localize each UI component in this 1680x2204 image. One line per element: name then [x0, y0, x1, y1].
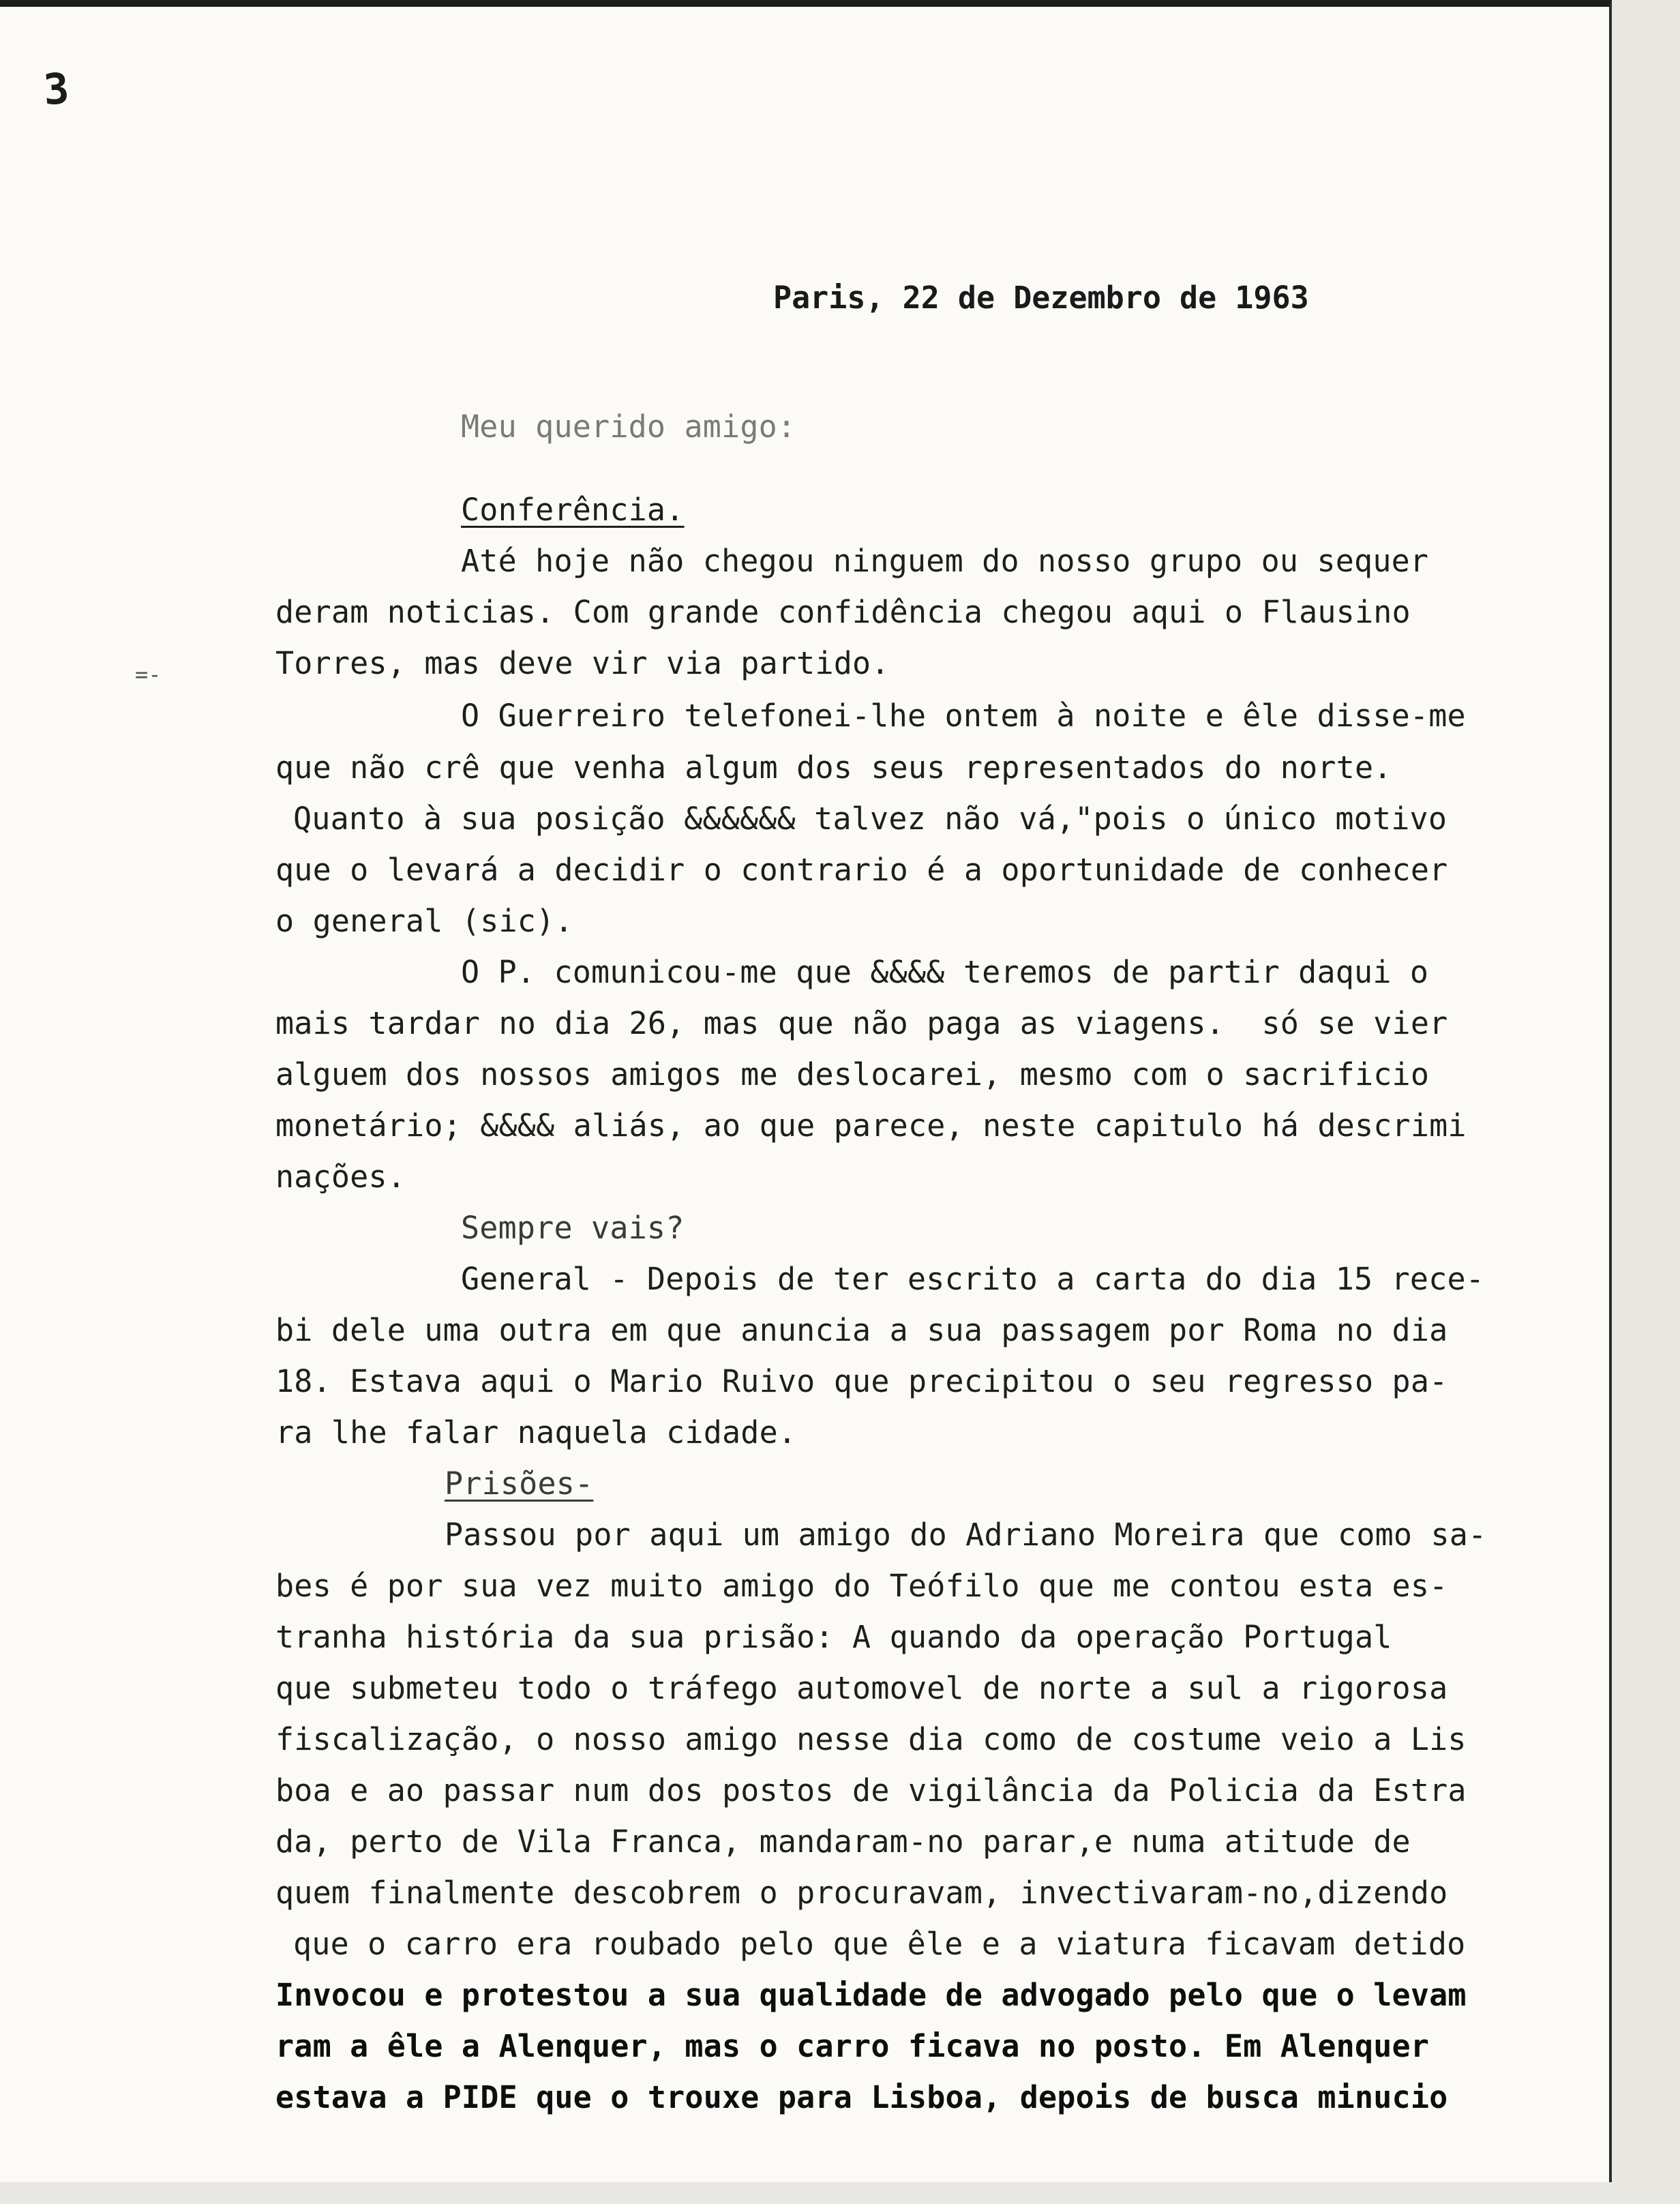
text-line: o general (sic). [275, 903, 573, 939]
text-line: Torres, mas deve vir via partido. [275, 645, 890, 681]
text-line: alguem dos nossos amigos me deslocarei, mesmo com o sacrificio [275, 1056, 1430, 1092]
text-line: estava a PIDE que o trouxe para Lisboa, depois de busca minucio [275, 2079, 1448, 2115]
text-line: ram a êle a Alenquer, mas o carro ficava no posto. Em Alenquer [275, 2028, 1430, 2064]
page-number: 3 [42, 63, 71, 115]
text-line: O P. comunicou-me que &&&& teremos de partir daqui o [461, 954, 1429, 990]
text-line: ra lhe falar naquela cidade. [275, 1414, 797, 1450]
text-line: que o carro era roubado pelo que êle e a viatura ficavam detido [293, 1926, 1466, 1962]
text-line: O Guerreiro telefonei-lhe ontem à noite e êle disse-me [461, 698, 1466, 734]
text-line: Meu querido amigo: [461, 408, 796, 445]
text-line: monetário; &&&& aliás, ao que parece, neste capitulo há descrimi [275, 1107, 1467, 1144]
text-line: tranha história da sua prisão: A quando da operação Portugal [275, 1619, 1392, 1655]
text-line: bes é por sua vez muito amigo do Teófilo que me contou esta es- [275, 1568, 1448, 1604]
text-line: Conferência. [461, 492, 685, 528]
text-line: Passou por aqui um amigo do Adriano Moreira que como sa- [445, 1517, 1487, 1553]
text-line: Quanto à sua posição &&&&&& talvez não vá,"pois o único motivo [293, 801, 1448, 837]
text-line: Até hoje não chegou ninguem do nosso grupo ou sequer [461, 543, 1429, 579]
letter-date: Paris, 22 de Dezembro de 1963 [773, 280, 1309, 316]
text-line: que submeteu todo o tráfego automovel de norte a sul a rigorosa [275, 1670, 1448, 1706]
text-line: deram noticias. Com grande confidência chegou aqui o Flausino [275, 594, 1411, 630]
text-line: que não crê que venha algum dos seus representados do norte. [275, 749, 1392, 786]
text-line: 18. Estava aqui o Mario Ruivo que precipitou o seu regresso pa- [275, 1363, 1448, 1399]
text-line: que o levará a decidir o contrario é a oportunidade de conhecer [275, 852, 1448, 888]
text-line: da, perto de Vila Franca, mandaram-no parar,e numa atitude de [275, 1823, 1411, 1860]
text-line: boa e ao passar num dos postos de vigilância da Policia da Estra [275, 1772, 1467, 1808]
text-line: bi dele uma outra em que anuncia a sua passagem por Roma no dia [275, 1312, 1448, 1348]
text-line: Sempre vais? [461, 1210, 685, 1246]
text-line: quem finalmente descobrem o procuravam, invectivaram-no,dizendo [275, 1875, 1448, 1911]
margin-mark: =- [135, 661, 162, 687]
text-line: fiscalização, o nosso amigo nesse dia como de costume veio a Lis [275, 1721, 1467, 1757]
text-line: Invocou e protestou a sua qualidade de advogado pelo que o levam [275, 1977, 1467, 2013]
text-line: mais tardar no dia 26, mas que não paga as viagens. só se vier [275, 1005, 1448, 1041]
text-line: General - Depois de ter escrito a carta do dia 15 rece- [461, 1261, 1485, 1297]
text-line: Prisões- [445, 1465, 594, 1502]
text-line: nações. [275, 1159, 406, 1195]
letter-body [0, 7, 1612, 2189]
